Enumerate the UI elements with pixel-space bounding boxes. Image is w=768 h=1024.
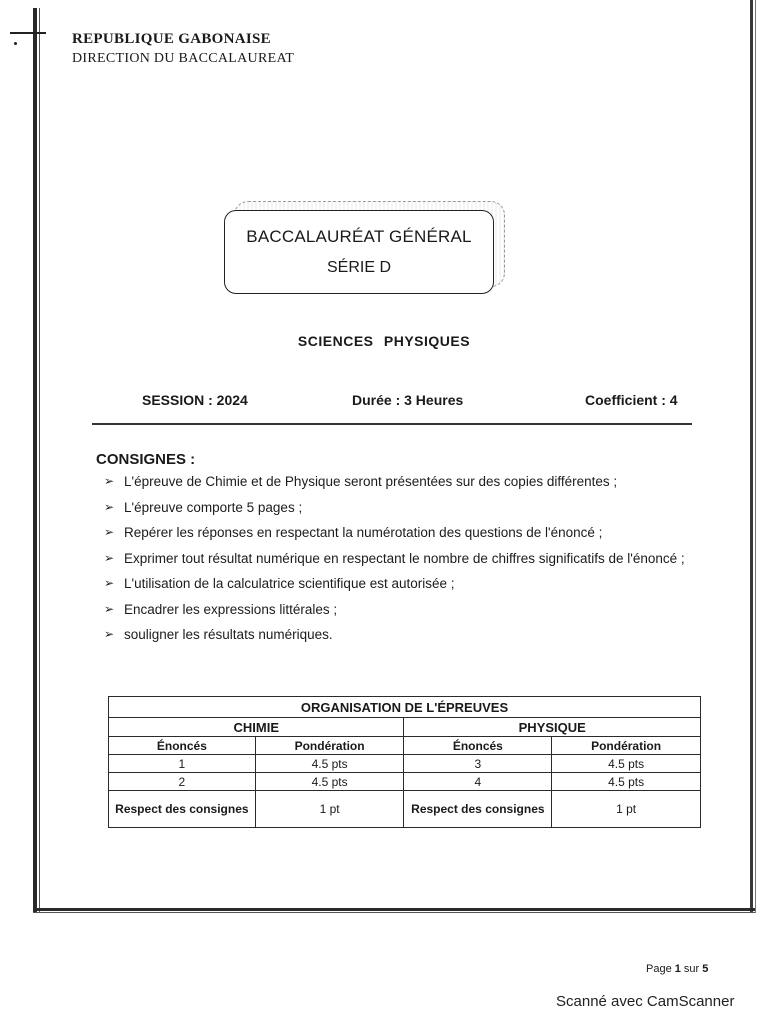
instruction-item xyxy=(104,597,724,623)
table-cell: 1 pt xyxy=(552,791,701,828)
page-prefix: Page xyxy=(646,963,675,975)
arrow-bullet-icon: ➢ xyxy=(104,550,115,565)
instruction-text: L'épreuve comporte 5 pages ; xyxy=(124,499,303,515)
arrow-bullet-icon: ➢ xyxy=(104,576,115,590)
exam-title: BACCALAURÉAT GÉNÉRAL xyxy=(246,227,472,246)
section-header-chimie: CHIMIE xyxy=(109,718,404,737)
table-cell: 2 xyxy=(109,773,256,791)
coefficient-label: Coefficient : 4 xyxy=(585,392,678,408)
page-current: 1 xyxy=(674,963,681,975)
instruction-item xyxy=(104,520,724,546)
scan-corner-dot xyxy=(14,42,17,45)
column-header: Énoncés xyxy=(109,737,256,755)
session-divider xyxy=(92,423,692,425)
instructions-title: CONSIGNES : xyxy=(96,451,196,468)
instruction-item xyxy=(104,546,718,572)
exam-title-box xyxy=(224,210,494,294)
table-cell: Respect des consignes xyxy=(404,791,552,828)
frame-border-bottom xyxy=(33,908,755,911)
table-cell: 4.5 pts xyxy=(552,773,701,791)
table-cell: Respect des consignes xyxy=(109,791,256,828)
duration-label: Durée : 3 Heures xyxy=(352,392,464,408)
frame-border-right xyxy=(750,0,753,913)
page-total: 5 xyxy=(702,963,709,975)
country-header: REPUBLIQUE GABONAISE xyxy=(72,31,271,47)
table-cell: 4.5 pts xyxy=(552,755,701,773)
page-mid: sur xyxy=(680,963,703,975)
column-header: Énoncés xyxy=(404,737,552,755)
instruction-text: Repérer les réponses en respectant la numérotation des questions de l'énoncé ; xyxy=(124,525,603,540)
frame-border-left xyxy=(33,8,37,913)
table-title: ORGANISATION DE L'ÉPREUVES xyxy=(109,697,701,718)
instruction-text: L'utilisation de la calculatrice scientifique est autorisée ; xyxy=(124,576,455,591)
table-cell: 4.5 pts xyxy=(255,755,404,773)
arrow-bullet-icon: ➢ xyxy=(104,525,115,539)
arrow-bullet-icon: ➢ xyxy=(104,601,115,616)
subject-title: SCIENCES PHYSIQUES xyxy=(297,333,471,349)
table-cell: 3 xyxy=(404,755,552,773)
table-row xyxy=(109,755,701,773)
table-cell: 4 xyxy=(404,773,552,791)
camscanner-watermark: Scanné avec CamScanner xyxy=(556,993,735,1010)
table-cell: 1 pt xyxy=(255,791,404,828)
table-cell: 1 xyxy=(109,755,256,773)
section-header-physique: PHYSIQUE xyxy=(404,718,701,737)
instruction-text: Exprimer tout résultat numérique en respectant le nombre de chiffres significatifs de l'énoncé ; xyxy=(124,550,685,566)
scan-corner-mark xyxy=(10,32,46,34)
session-label: SESSION : 2024 xyxy=(142,392,248,408)
instruction-item xyxy=(104,495,724,521)
arrow-bullet-icon: ➢ xyxy=(104,474,115,488)
arrow-bullet-icon: ➢ xyxy=(104,499,115,514)
instruction-item xyxy=(104,571,724,597)
exam-organisation-table xyxy=(108,696,701,828)
arrow-bullet-icon: ➢ xyxy=(104,627,115,641)
table-header-row xyxy=(109,737,701,755)
frame-border-right-outer xyxy=(755,0,756,913)
instructions-list xyxy=(104,469,724,648)
column-header: Pondération xyxy=(552,737,701,755)
column-header: Pondération xyxy=(255,737,404,755)
instruction-text: souligner les résultats numériques. xyxy=(124,627,333,642)
table-row xyxy=(109,791,701,828)
frame-border-left-inner xyxy=(39,8,40,913)
exam-series: SÉRIE D xyxy=(326,259,391,276)
table-row xyxy=(109,773,701,791)
instruction-item xyxy=(104,469,724,495)
page-number xyxy=(646,963,708,975)
frame-border-bottom-inner xyxy=(33,912,755,913)
instruction-text: L'épreuve de Chimie et de Physique seront présentées sur des copies différentes ; xyxy=(124,474,618,489)
instruction-text: Encadrer les expressions littérales ; xyxy=(124,601,338,617)
instruction-item xyxy=(104,622,724,648)
table-cell: 4.5 pts xyxy=(255,773,404,791)
direction-header: DIRECTION DU BACCALAUREAT xyxy=(72,51,295,66)
